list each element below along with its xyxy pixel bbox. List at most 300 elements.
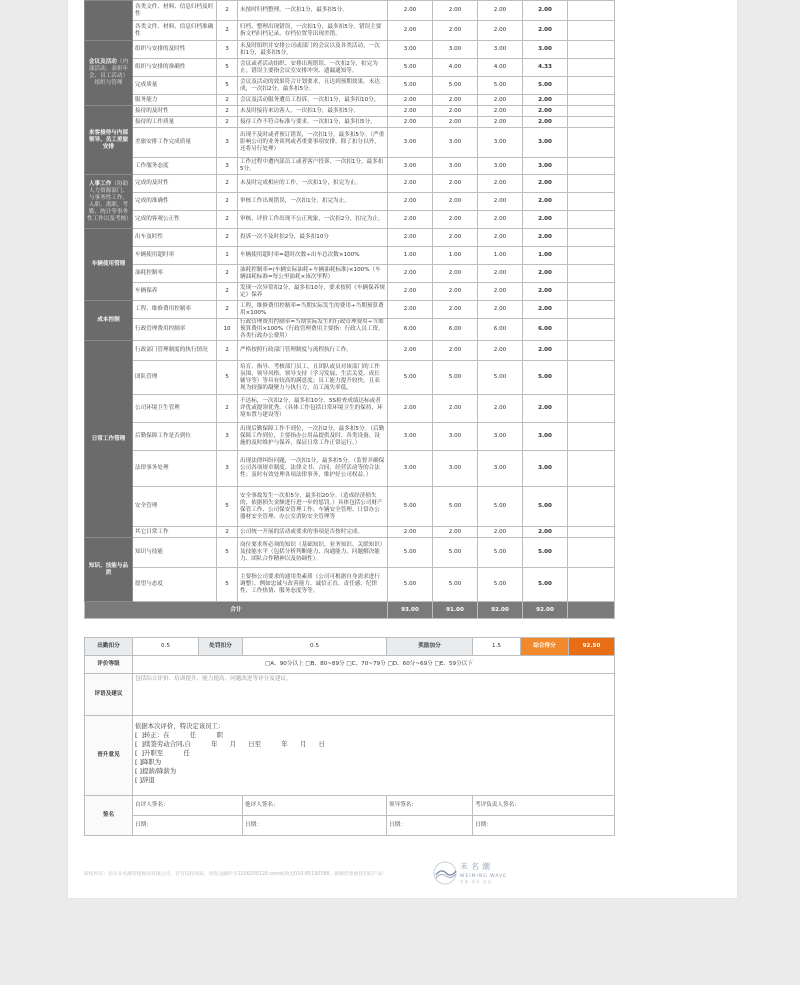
kpi-item: 行政部门管理制度的执行情况 (133, 341, 217, 361)
kpi-item: 完成的准确性 (133, 193, 217, 211)
kpi-item: 行政管理费用控制率 (133, 319, 217, 341)
kpi-row (85, 301, 615, 319)
self-score: 2.00 (388, 341, 433, 361)
final-score: 2.00 (523, 395, 568, 423)
kpi-item: 组织与安排的及时性 (133, 41, 217, 59)
peer-score: 3.00 (433, 128, 478, 158)
blank-cell (568, 283, 615, 301)
kpi-weight: 5 (217, 77, 238, 95)
leader-score: 2.00 (478, 395, 523, 423)
sign-row (85, 796, 615, 816)
self-score: 6.00 (388, 319, 433, 341)
kpi-criteria: 归档、整理出现错误，一次扣1分，最多扣5分。错误主要指文档归档记录、存档位置等出现差错。 (238, 21, 388, 41)
kpi-criteria: 未及时完成相应的工作，一次扣1分，扣完为止。 (238, 175, 388, 193)
kpi-weight: 2 (217, 211, 238, 229)
promotion-options (133, 716, 615, 796)
kpi-criteria: 审核、评价工作出现不公正现象，一次扣2分，扣完为止。 (238, 211, 388, 229)
kpi-item: 接待的工作质量 (133, 117, 217, 128)
company-logo (432, 858, 522, 890)
blank-cell (568, 106, 615, 117)
head-date-field[interactable]: 日期： (473, 816, 615, 836)
leader-score: 2.00 (478, 527, 523, 538)
blank-cell (568, 41, 615, 59)
peer-score: 1.00 (433, 247, 478, 265)
leader-score: 4.00 (478, 59, 523, 77)
category-title: 人事工作 (88, 180, 112, 187)
kpi-criteria: 安全事故发生一次扣5分，最多扣20分。（造成经济损失的，依据损失金额进行进一步的惩罚。）具体包括公司财产保管工作、公司保安管理工作、车辆安全管理、日常办公器材安全管理、办公室消防安全管理等 (238, 487, 388, 527)
category-cell (85, 106, 133, 175)
blank-cell (568, 211, 615, 229)
peer-score: 4.00 (433, 59, 478, 77)
leader-score: 3.00 (478, 128, 523, 158)
peer-score: 3.00 (433, 41, 478, 59)
leader-score: 5.00 (478, 568, 523, 602)
leader-score: 5.00 (478, 538, 523, 568)
leader-score: 2.00 (478, 211, 523, 229)
final-score: 3.00 (523, 423, 568, 451)
self-score: 2.00 (388, 229, 433, 247)
self-score: 2.00 (388, 527, 433, 538)
category-cell (85, 1, 133, 41)
final-score: 2.00 (523, 95, 568, 106)
peer-score: 2.00 (433, 117, 478, 128)
final-score: 2.00 (523, 193, 568, 211)
blank-cell (568, 247, 615, 265)
kpi-row (85, 21, 615, 41)
peer-score: 2.00 (433, 341, 478, 361)
peer-score: 5.00 (433, 568, 478, 602)
blank-cell (568, 423, 615, 451)
blank-cell (568, 538, 615, 568)
final-score: 2.00 (523, 1, 568, 21)
kpi-row (85, 395, 615, 423)
peer-score: 3.00 (433, 158, 478, 175)
self-score: 5.00 (388, 487, 433, 527)
blank-cell (568, 361, 615, 395)
kpi-weight: 2 (217, 117, 238, 128)
logo-tagline: 管 理 · 咨 询 · 培 训 (460, 880, 492, 884)
leader-score: 2.00 (478, 193, 523, 211)
kpi-row (85, 451, 615, 487)
peer-score: 5.00 (433, 487, 478, 527)
category-cell (85, 229, 133, 301)
kpi-item: 团队管理 (133, 361, 217, 395)
peer-score: 2.00 (433, 175, 478, 193)
peer-score: 5.00 (433, 538, 478, 568)
kpi-item: 差旅安排工作完成质量 (133, 128, 217, 158)
self-score: 3.00 (388, 128, 433, 158)
kpi-item: 其它日常工作 (133, 527, 217, 538)
wave-logo-icon (432, 860, 458, 886)
date-row (85, 816, 615, 836)
penalty-value: 0.5 (243, 638, 387, 656)
summary-table (84, 637, 615, 836)
kpi-item: 油耗控制率 (133, 265, 217, 283)
leader-score: 1.00 (478, 247, 523, 265)
kpi-criteria: 投诉一次不及时扣2分，最多扣10分 (238, 229, 388, 247)
blank-cell (568, 21, 615, 41)
blank-cell (568, 602, 615, 619)
peer-score: 2.00 (433, 301, 478, 319)
kpi-weight: 2 (217, 527, 238, 538)
self-sign-field[interactable]: 自评人签名： (133, 796, 243, 816)
kpi-weight: 5 (217, 538, 238, 568)
final-score: 1.00 (523, 247, 568, 265)
self-score: 2.00 (388, 283, 433, 301)
blank-cell (568, 319, 615, 341)
leader-score: 2.00 (478, 283, 523, 301)
self-date-field[interactable]: 日期： (133, 816, 243, 836)
kpi-criteria: 未按时归档整理，一次扣1分，最多扣5分。 (238, 1, 388, 21)
final-score: 2.00 (523, 211, 568, 229)
category-title: 日常工作管理 (91, 435, 126, 442)
kpi-weight: 3 (217, 423, 238, 451)
kpi-row (85, 128, 615, 158)
peer-score: 2.00 (433, 229, 478, 247)
grade-label: 评价等级 (85, 656, 133, 674)
kpi-criteria: 主要指公司要求的通用类素质（公司可根据自身需求进行调整），例如忠诚与改善能力、诚信正直、责任感、纪律性、工作热情、服务态度等等。 (238, 568, 388, 602)
document-page (68, 0, 737, 898)
kpi-criteria: 会议或者活动组织、安排出现错误、一次扣2分，扣完为止。错误主要指会议室安排冲突、遗漏通知等。 (238, 59, 388, 77)
kpi-row (85, 211, 615, 229)
peer-score: 2.00 (433, 211, 478, 229)
final-score: 2.00 (523, 106, 568, 117)
peer-score: 2.00 (433, 283, 478, 301)
promotion-line: [ ]提薪/降薪为 (135, 767, 177, 775)
kpi-criteria: 未及时组织并安排公司或部门的会议以及各类活动，一次扣1分，最多扣5分。 (238, 41, 388, 59)
kpi-criteria: 车辆使用超时率=超时次数÷出车总次数×100% (238, 247, 388, 265)
kpi-row (85, 568, 615, 602)
blank-cell (568, 487, 615, 527)
final-score: 2.00 (523, 341, 568, 361)
kpi-row (85, 341, 615, 361)
kpi-weight: 2 (217, 265, 238, 283)
final-score: 5.00 (523, 538, 568, 568)
self-score: 5.00 (388, 59, 433, 77)
peer-score: 5.00 (433, 361, 478, 395)
self-score: 3.00 (388, 158, 433, 175)
final-score: 5.00 (523, 487, 568, 527)
kpi-item: 接待的及时性 (133, 106, 217, 117)
total-s3: 92.00 (478, 602, 523, 619)
peer-score: 3.00 (433, 451, 478, 487)
head-sign-field[interactable]: 考评负责人签名： (473, 796, 615, 816)
kpi-weight: 5 (217, 487, 238, 527)
promotion-line: [ ]降职为 (135, 758, 162, 766)
kpi-criteria: 公司统一开展的活动或要求的事项是否按时完成。 (238, 527, 388, 538)
bonus-row (85, 638, 615, 656)
total-s4: 92.00 (523, 602, 568, 619)
blank-cell (568, 395, 615, 423)
category-cell (85, 175, 133, 229)
kpi-weight: 2 (217, 21, 238, 41)
kpi-row (85, 265, 615, 283)
blank-cell (568, 158, 615, 175)
kpi-item: 组织与安排的准确性 (133, 59, 217, 77)
category-title: 知识、技能与品质 (88, 562, 129, 576)
self-score: 2.00 (388, 265, 433, 283)
self-score: 2.00 (388, 193, 433, 211)
blank-cell (568, 1, 615, 21)
category-subtitle: （协助人力资源部门、与事务性工作，入职、离职、考勤、统计等事务性工作以及考核） (87, 180, 132, 222)
kpi-criteria: 会议及活动服务遭员工投诉，一次扣1分，最多扣10分。 (238, 95, 388, 106)
other-sign-field[interactable]: 他评人签名： (243, 796, 387, 816)
final-score: 2.00 (523, 21, 568, 41)
kpi-row (85, 77, 615, 95)
blank-cell (568, 128, 615, 158)
kpi-criteria: 工作过程中遭内部员工或者客户投诉，一次扣1分，最多扣5分。 (238, 158, 388, 175)
kpi-criteria: 出现后勤保障工作不到位，一次扣2分，最多扣5分。（后勤保障工作到位，主要指办公用品提供及时、各类设备、设施的及时维护与保养，保证日常工作正常运行。） (238, 423, 388, 451)
peer-score: 2.00 (433, 527, 478, 538)
blank-cell (568, 341, 615, 361)
kpi-weight: 2 (217, 229, 238, 247)
leader-score: 2.00 (478, 341, 523, 361)
category-title: 成本控制 (97, 317, 120, 323)
self-score: 2.00 (388, 1, 433, 21)
promotion-row (85, 716, 615, 796)
final-score: 2.00 (523, 283, 568, 301)
leader-score: 6.00 (478, 319, 523, 341)
kpi-item: 出车及时性 (133, 229, 217, 247)
blank-cell (568, 59, 615, 77)
kpi-item: 各类文件、材料、信息归档及时性 (133, 1, 217, 21)
kpi-row (85, 247, 615, 265)
blank-cell (568, 568, 615, 602)
penalty-label: 处罚扣分 (199, 638, 243, 656)
promotion-line: [ ]续签劳动合同,自 年 月 日至 年 月 日 (135, 740, 325, 748)
grade-scale: □A、90分以上 □B、80~89分 □C、70~79分 □D、60分~69分 □E、59分以下 (133, 656, 615, 674)
kpi-row (85, 106, 615, 117)
peer-score: 5.00 (433, 77, 478, 95)
final-score: 3.00 (523, 451, 568, 487)
attendance-value: 0.5 (133, 638, 199, 656)
kpi-item: 后勤保障工作是否到位 (133, 423, 217, 451)
peer-score: 2.00 (433, 1, 478, 21)
kpi-weight: 2 (217, 95, 238, 106)
kpi-row (85, 175, 615, 193)
category-title: 来客接待与内部领导、员工差旅安排 (88, 129, 129, 150)
kpi-item: 公司环境卫生管理 (133, 395, 217, 423)
kpi-item: 完成的客观公正性 (133, 211, 217, 229)
leader-score: 2.00 (478, 229, 523, 247)
final-score: 6.00 (523, 319, 568, 341)
kpi-item: 法律事务处理 (133, 451, 217, 487)
category-cell (85, 538, 133, 602)
kpi-criteria: 培育、指导、考核部门员工，且团队或员对该部门的工作氛围、领导风格、领导支持（学习发展、生活关爱、成长辅导等）等具有较高的满意度；员工能力提升较快，且表现为较强的凝聚力与执行力，员工流失率低。 (238, 361, 388, 395)
promotion-line: [ ]升职至 任 (135, 749, 190, 757)
self-score: 5.00 (388, 568, 433, 602)
promotion-line: [ ]转正：在 任 职 (135, 731, 224, 739)
final-score: 2.00 (523, 175, 568, 193)
self-score: 3.00 (388, 451, 433, 487)
leader-score: 5.00 (478, 487, 523, 527)
kpi-row (85, 319, 615, 341)
category-title: 车辆使用管理 (91, 261, 126, 267)
final-score-label: 综合得分 (521, 638, 569, 656)
kpi-weight: 2 (217, 301, 238, 319)
leader-score: 5.00 (478, 77, 523, 95)
kpi-weight: 3 (217, 128, 238, 158)
leader-score: 2.00 (478, 21, 523, 41)
peer-score: 2.00 (433, 193, 478, 211)
reward-label: 奖励加分 (387, 638, 473, 656)
kpi-item: 知识与技能 (133, 538, 217, 568)
kpi-weight: 2 (217, 341, 238, 361)
peer-score: 6.00 (433, 319, 478, 341)
kpi-item: 各类文件、材料、信息归档准确性 (133, 21, 217, 41)
self-score: 2.00 (388, 106, 433, 117)
kpi-criteria: 严格按照行政部门管理制度与流程执行工作。 (238, 341, 388, 361)
kpi-row (85, 361, 615, 395)
promotion-label: 晋升意见 (85, 716, 133, 796)
kpi-criteria: 会议及活动的效果符合计划要求，且达到预期效果。未达成，一次扣2分，最多扣5分。 (238, 77, 388, 95)
leader-score: 2.00 (478, 106, 523, 117)
kpi-weight: 5 (217, 361, 238, 395)
category-cell (85, 341, 133, 538)
kpi-criteria: 工程、维修费用控制率=当期实际发生的费用÷当期预算费用×100% (238, 301, 388, 319)
leader-score: 2.00 (478, 301, 523, 319)
kpi-weight: 2 (217, 395, 238, 423)
leader-date-field[interactable]: 日期： (387, 816, 473, 836)
leader-score: 2.00 (478, 117, 523, 128)
kpi-criteria: 油耗控制率=(车辆实际油耗÷车辆油耗标准)×100%（车辆油耗标准=每公里油耗×该次里程） (238, 265, 388, 283)
self-score: 2.00 (388, 395, 433, 423)
final-score: 3.00 (523, 128, 568, 158)
final-score: 3.00 (523, 41, 568, 59)
kpi-weight: 2 (217, 193, 238, 211)
kpi-item: 服务能力 (133, 95, 217, 106)
blank-cell (568, 451, 615, 487)
total-label: 合计 (85, 602, 388, 619)
self-score: 5.00 (388, 361, 433, 395)
kpi-weight: 3 (217, 158, 238, 175)
total-row (85, 602, 615, 619)
final-score-value: 92.50 (569, 638, 615, 656)
kpi-criteria: 发现一次异常扣2分，最多扣10分，要求按照《车辆保养规定》保养 (238, 283, 388, 301)
kpi-table (84, 0, 615, 619)
kpi-criteria: 不达标，一次扣2分，最多扣10分。5S检查成绩达标或者评优或提领优秀。（具体工作包括日常环境卫生的保持、环境布置与建设等） (238, 395, 388, 423)
final-score: 2.00 (523, 301, 568, 319)
leader-score: 5.00 (478, 361, 523, 395)
category-cell (85, 41, 133, 106)
kpi-row (85, 1, 615, 21)
leader-score: 3.00 (478, 423, 523, 451)
peer-score: 2.00 (433, 395, 478, 423)
other-date-field[interactable]: 日期： (243, 816, 387, 836)
self-score: 5.00 (388, 77, 433, 95)
kpi-row (85, 117, 615, 128)
leader-score: 2.00 (478, 1, 523, 21)
self-score: 3.00 (388, 41, 433, 59)
reward-value: 1.5 (473, 638, 521, 656)
final-score: 3.00 (523, 158, 568, 175)
leader-score: 3.00 (478, 451, 523, 487)
kpi-weight: 3 (217, 451, 238, 487)
sign-label: 签名 (85, 796, 133, 836)
category-subtitle: （内部活动、表彰年会、员工活动）组织与管理 (88, 59, 129, 86)
leader-score: 3.00 (478, 158, 523, 175)
self-score: 2.00 (388, 211, 433, 229)
kpi-item: 工程、维修费用控制率 (133, 301, 217, 319)
kpi-item: 愿望与态度 (133, 568, 217, 602)
blank-cell (568, 175, 615, 193)
kpi-criteria: 审核工作出现错误，一次扣1分，扣完为止。 (238, 193, 388, 211)
kpi-row (85, 283, 615, 301)
copyright-text: 版权所有：北京未名潮管理顾问有限公司，若有侵权须知，请发送邮件至1206208128.com或致电010-85190588，感谢您尊重我们的产品！ (84, 872, 388, 877)
kpi-row (85, 193, 615, 211)
kpi-weight: 5 (217, 568, 238, 602)
kpi-item: 完成质量 (133, 77, 217, 95)
kpi-item: 安全管理 (133, 487, 217, 527)
kpi-row (85, 538, 615, 568)
self-score: 2.00 (388, 95, 433, 106)
kpi-criteria: 出现不及时或者预订错误，一次扣1分，最多扣5分。（严重影响公司的业务谈判或者重要事项安排，除了扣分以外，还将另行处理） (238, 128, 388, 158)
category-title: 会议及活动 (88, 59, 117, 65)
comment-label: 评语及建议 (85, 674, 133, 716)
kpi-weight: 2 (217, 1, 238, 21)
final-score: 2.00 (523, 229, 568, 247)
self-score: 2.00 (388, 301, 433, 319)
kpi-item: 车辆保养 (133, 283, 217, 301)
total-s2: 91.00 (433, 602, 478, 619)
comment-row (85, 674, 615, 716)
kpi-row (85, 527, 615, 538)
kpi-item: 完成的及时性 (133, 175, 217, 193)
final-score: 5.00 (523, 568, 568, 602)
final-score: 5.00 (523, 77, 568, 95)
kpi-row (85, 59, 615, 77)
blank-cell (568, 265, 615, 283)
kpi-weight: 3 (217, 41, 238, 59)
peer-score: 2.00 (433, 265, 478, 283)
kpi-row (85, 487, 615, 527)
self-score: 2.00 (388, 175, 433, 193)
kpi-criteria: 行政管理费用控制率=当期实际发生的行政管理费用÷当期预算费用×100%（行政管理费用主要指：行政人员工资、各类行政办公费用） (238, 319, 388, 341)
leader-score: 2.00 (478, 95, 523, 106)
kpi-weight: 10 (217, 319, 238, 341)
grade-hint: 包括综合评价、培训提升、能力提高、问题改进等评分及建议。 (133, 674, 615, 716)
blank-cell (568, 527, 615, 538)
peer-score: 2.00 (433, 106, 478, 117)
kpi-row (85, 41, 615, 59)
kpi-row (85, 95, 615, 106)
kpi-criteria: 岗位要求所必须的知识（基础知识、业务知识、关联知识）及技能水平（包括分析判断能力、沟通能力、问题解决能力、团队合作精神以及协调性）。 (238, 538, 388, 568)
self-score: 2.00 (388, 21, 433, 41)
kpi-weight: 5 (217, 59, 238, 77)
final-score: 4.33 (523, 59, 568, 77)
attendance-label: 出勤扣分 (85, 638, 133, 656)
kpi-item: 工作服务态度 (133, 158, 217, 175)
self-score: 1.00 (388, 247, 433, 265)
promotion-line: [ ]辞退 (135, 776, 155, 784)
blank-cell (568, 117, 615, 128)
kpi-row (85, 423, 615, 451)
peer-score: 2.00 (433, 21, 478, 41)
leader-score: 3.00 (478, 41, 523, 59)
grade-row (85, 656, 615, 674)
promotion-line: 依据本次评价，特决定该员工： (135, 722, 225, 730)
kpi-criteria: 接待工作不符合标准与要求，一次扣1分，最多扣5分。 (238, 117, 388, 128)
kpi-weight: 2 (217, 106, 238, 117)
kpi-criteria: 出现法律纠纷问题，一次扣1分，最多扣5分。（监督并确保公司各项规章制度、法律文书、合同、经营活动等的合法性；及时有效处理各项法律事务，维护好公司权益。） (238, 451, 388, 487)
category-cell (85, 301, 133, 341)
logo-chinese: 未名潮 (460, 862, 493, 871)
peer-score: 3.00 (433, 423, 478, 451)
self-score: 2.00 (388, 117, 433, 128)
leader-sign-field[interactable]: 领导签名： (387, 796, 473, 816)
blank-cell (568, 77, 615, 95)
kpi-row (85, 229, 615, 247)
